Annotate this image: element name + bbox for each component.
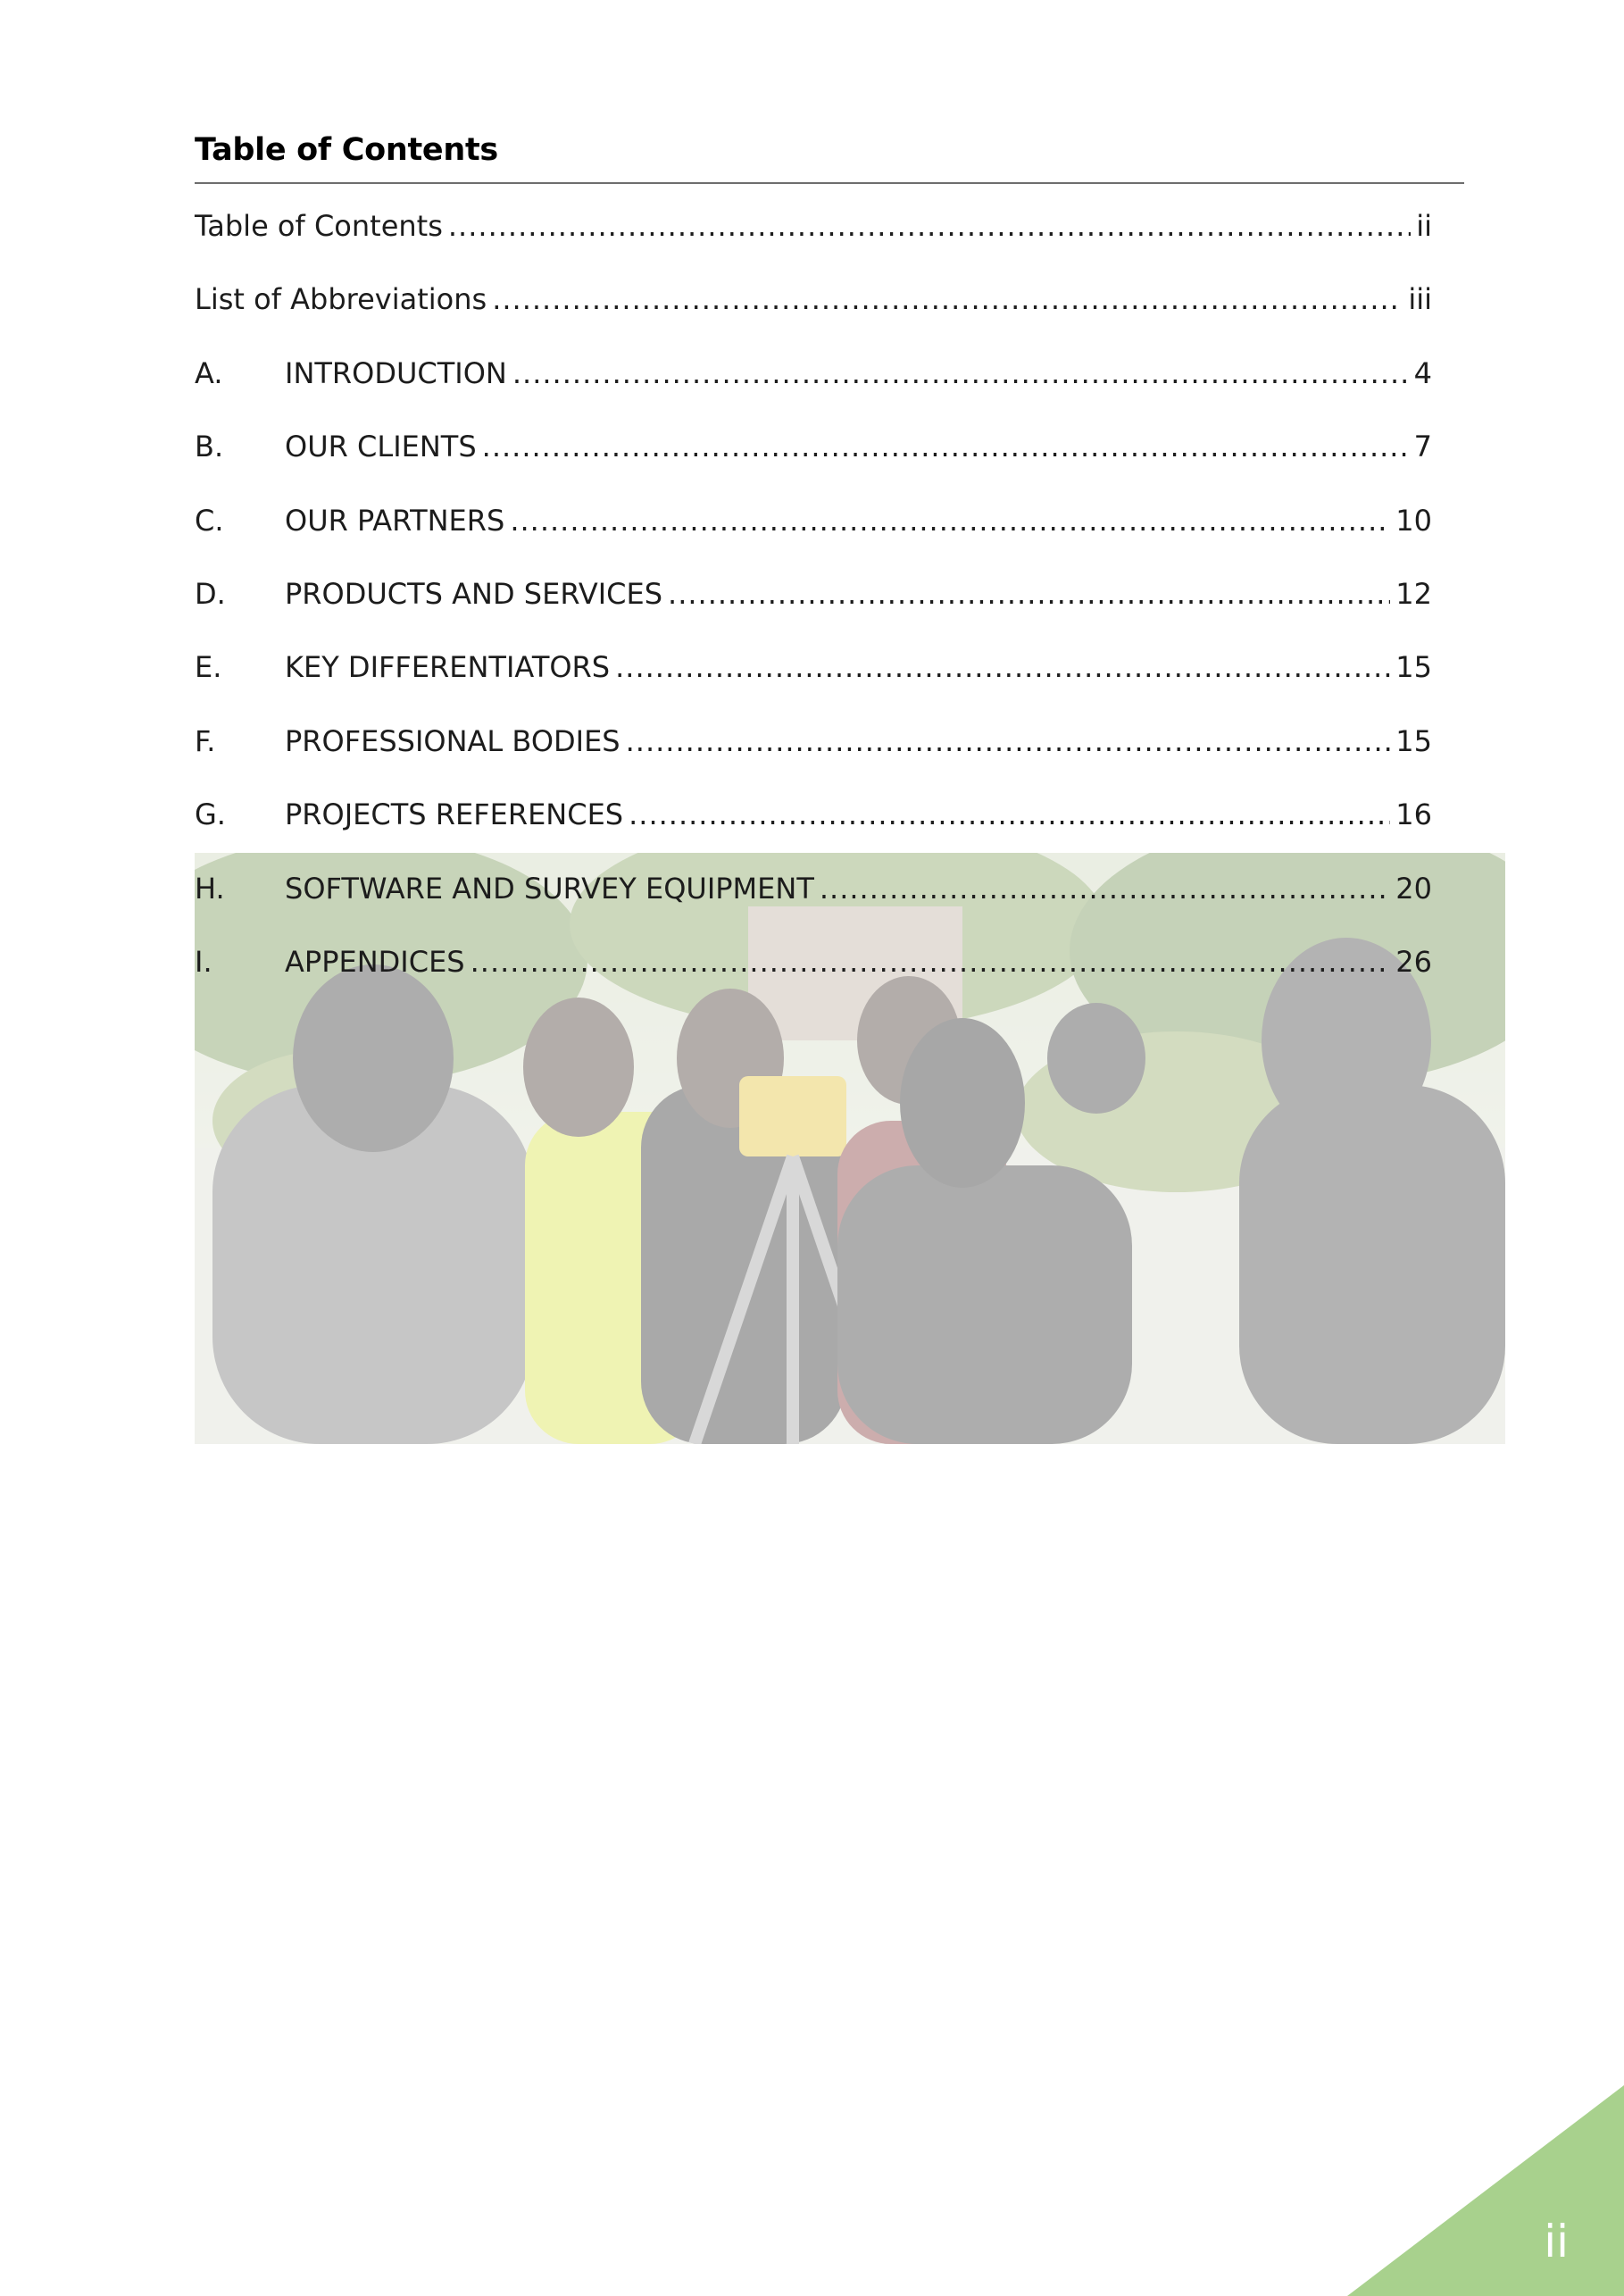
toc-entry-letter: G. — [195, 797, 226, 832]
toc-entry[interactable] — [195, 724, 1432, 797]
toc-entry[interactable] — [195, 282, 1432, 355]
toc-entry-title: Table of Contents — [195, 209, 443, 243]
toc-entry-title: List of Abbreviations — [195, 282, 487, 317]
toc-leader-dots — [482, 430, 1409, 463]
toc-entry-page: 12 — [1395, 576, 1432, 611]
toc-entry[interactable] — [195, 356, 1432, 430]
toc-leader-dots — [668, 577, 1390, 611]
toc-entry-letter: A. — [195, 355, 223, 390]
toc-entry-page: 26 — [1395, 944, 1432, 979]
toc-entry-title: APPENDICES — [285, 944, 465, 979]
toc-entry-page: 10 — [1395, 503, 1432, 538]
toc-entry-letter: F. — [195, 723, 216, 758]
toc-entry-letter: H. — [195, 871, 225, 906]
toc-entry[interactable] — [195, 650, 1432, 723]
heading-divider — [195, 182, 1464, 184]
toc-entry[interactable] — [195, 209, 1432, 282]
toc-entry-page: ii — [1416, 209, 1432, 243]
toc-leader-dots — [510, 504, 1390, 538]
toc-entry[interactable] — [195, 430, 1432, 503]
toc-entry-page: iii — [1408, 282, 1432, 317]
toc-entry-title: PROJECTS REFERENCES — [285, 797, 624, 832]
toc-entry[interactable] — [195, 504, 1432, 577]
toc-leader-dots — [615, 650, 1390, 684]
toc-entry-title: INTRODUCTION — [285, 355, 507, 390]
toc-entry-title: OUR PARTNERS — [285, 503, 505, 538]
toc-leader-dots — [471, 945, 1391, 979]
toc-leader-dots — [492, 282, 1403, 316]
toc-entry-letter: C. — [195, 503, 224, 538]
toc-entry-title: SOFTWARE AND SURVEY EQUIPMENT — [285, 871, 814, 906]
toc-entry-page: 4 — [1413, 355, 1432, 390]
toc-entry-letter: E. — [195, 650, 222, 685]
toc-entry-title: PROFESSIONAL BODIES — [285, 723, 620, 758]
corner-accent — [1347, 2085, 1624, 2296]
toc-entry-page: 7 — [1413, 430, 1432, 464]
toc-entry[interactable] — [195, 945, 1432, 1018]
toc-leader-dots — [512, 356, 1409, 390]
toc-entry-page: 16 — [1395, 797, 1432, 832]
toc-entry[interactable] — [195, 797, 1432, 871]
page-number: ii — [1544, 2216, 1569, 2267]
toc-entry-page: 15 — [1395, 723, 1432, 758]
toc-leader-dots — [626, 724, 1391, 758]
toc-heading: Table of Contents — [195, 132, 498, 168]
toc-entry-letter: B. — [195, 430, 224, 464]
toc-leader-dots — [820, 872, 1390, 906]
toc-entry-page: 20 — [1395, 871, 1432, 906]
toc-leader-dots — [629, 797, 1390, 831]
toc-entry[interactable] — [195, 872, 1432, 945]
toc-entry-letter: D. — [195, 576, 226, 611]
toc-entry-letter: I. — [195, 944, 212, 979]
toc-entry-title: KEY DIFFERENTIATORS — [285, 650, 611, 685]
toc-entry-title: PRODUCTS AND SERVICES — [285, 576, 663, 611]
toc-entry-page: 15 — [1395, 650, 1432, 685]
toc-leader-dots — [448, 209, 1411, 243]
toc-entry-title: OUR CLIENTS — [285, 430, 477, 464]
toc-entry[interactable] — [195, 577, 1432, 650]
toc-list — [195, 209, 1432, 1018]
